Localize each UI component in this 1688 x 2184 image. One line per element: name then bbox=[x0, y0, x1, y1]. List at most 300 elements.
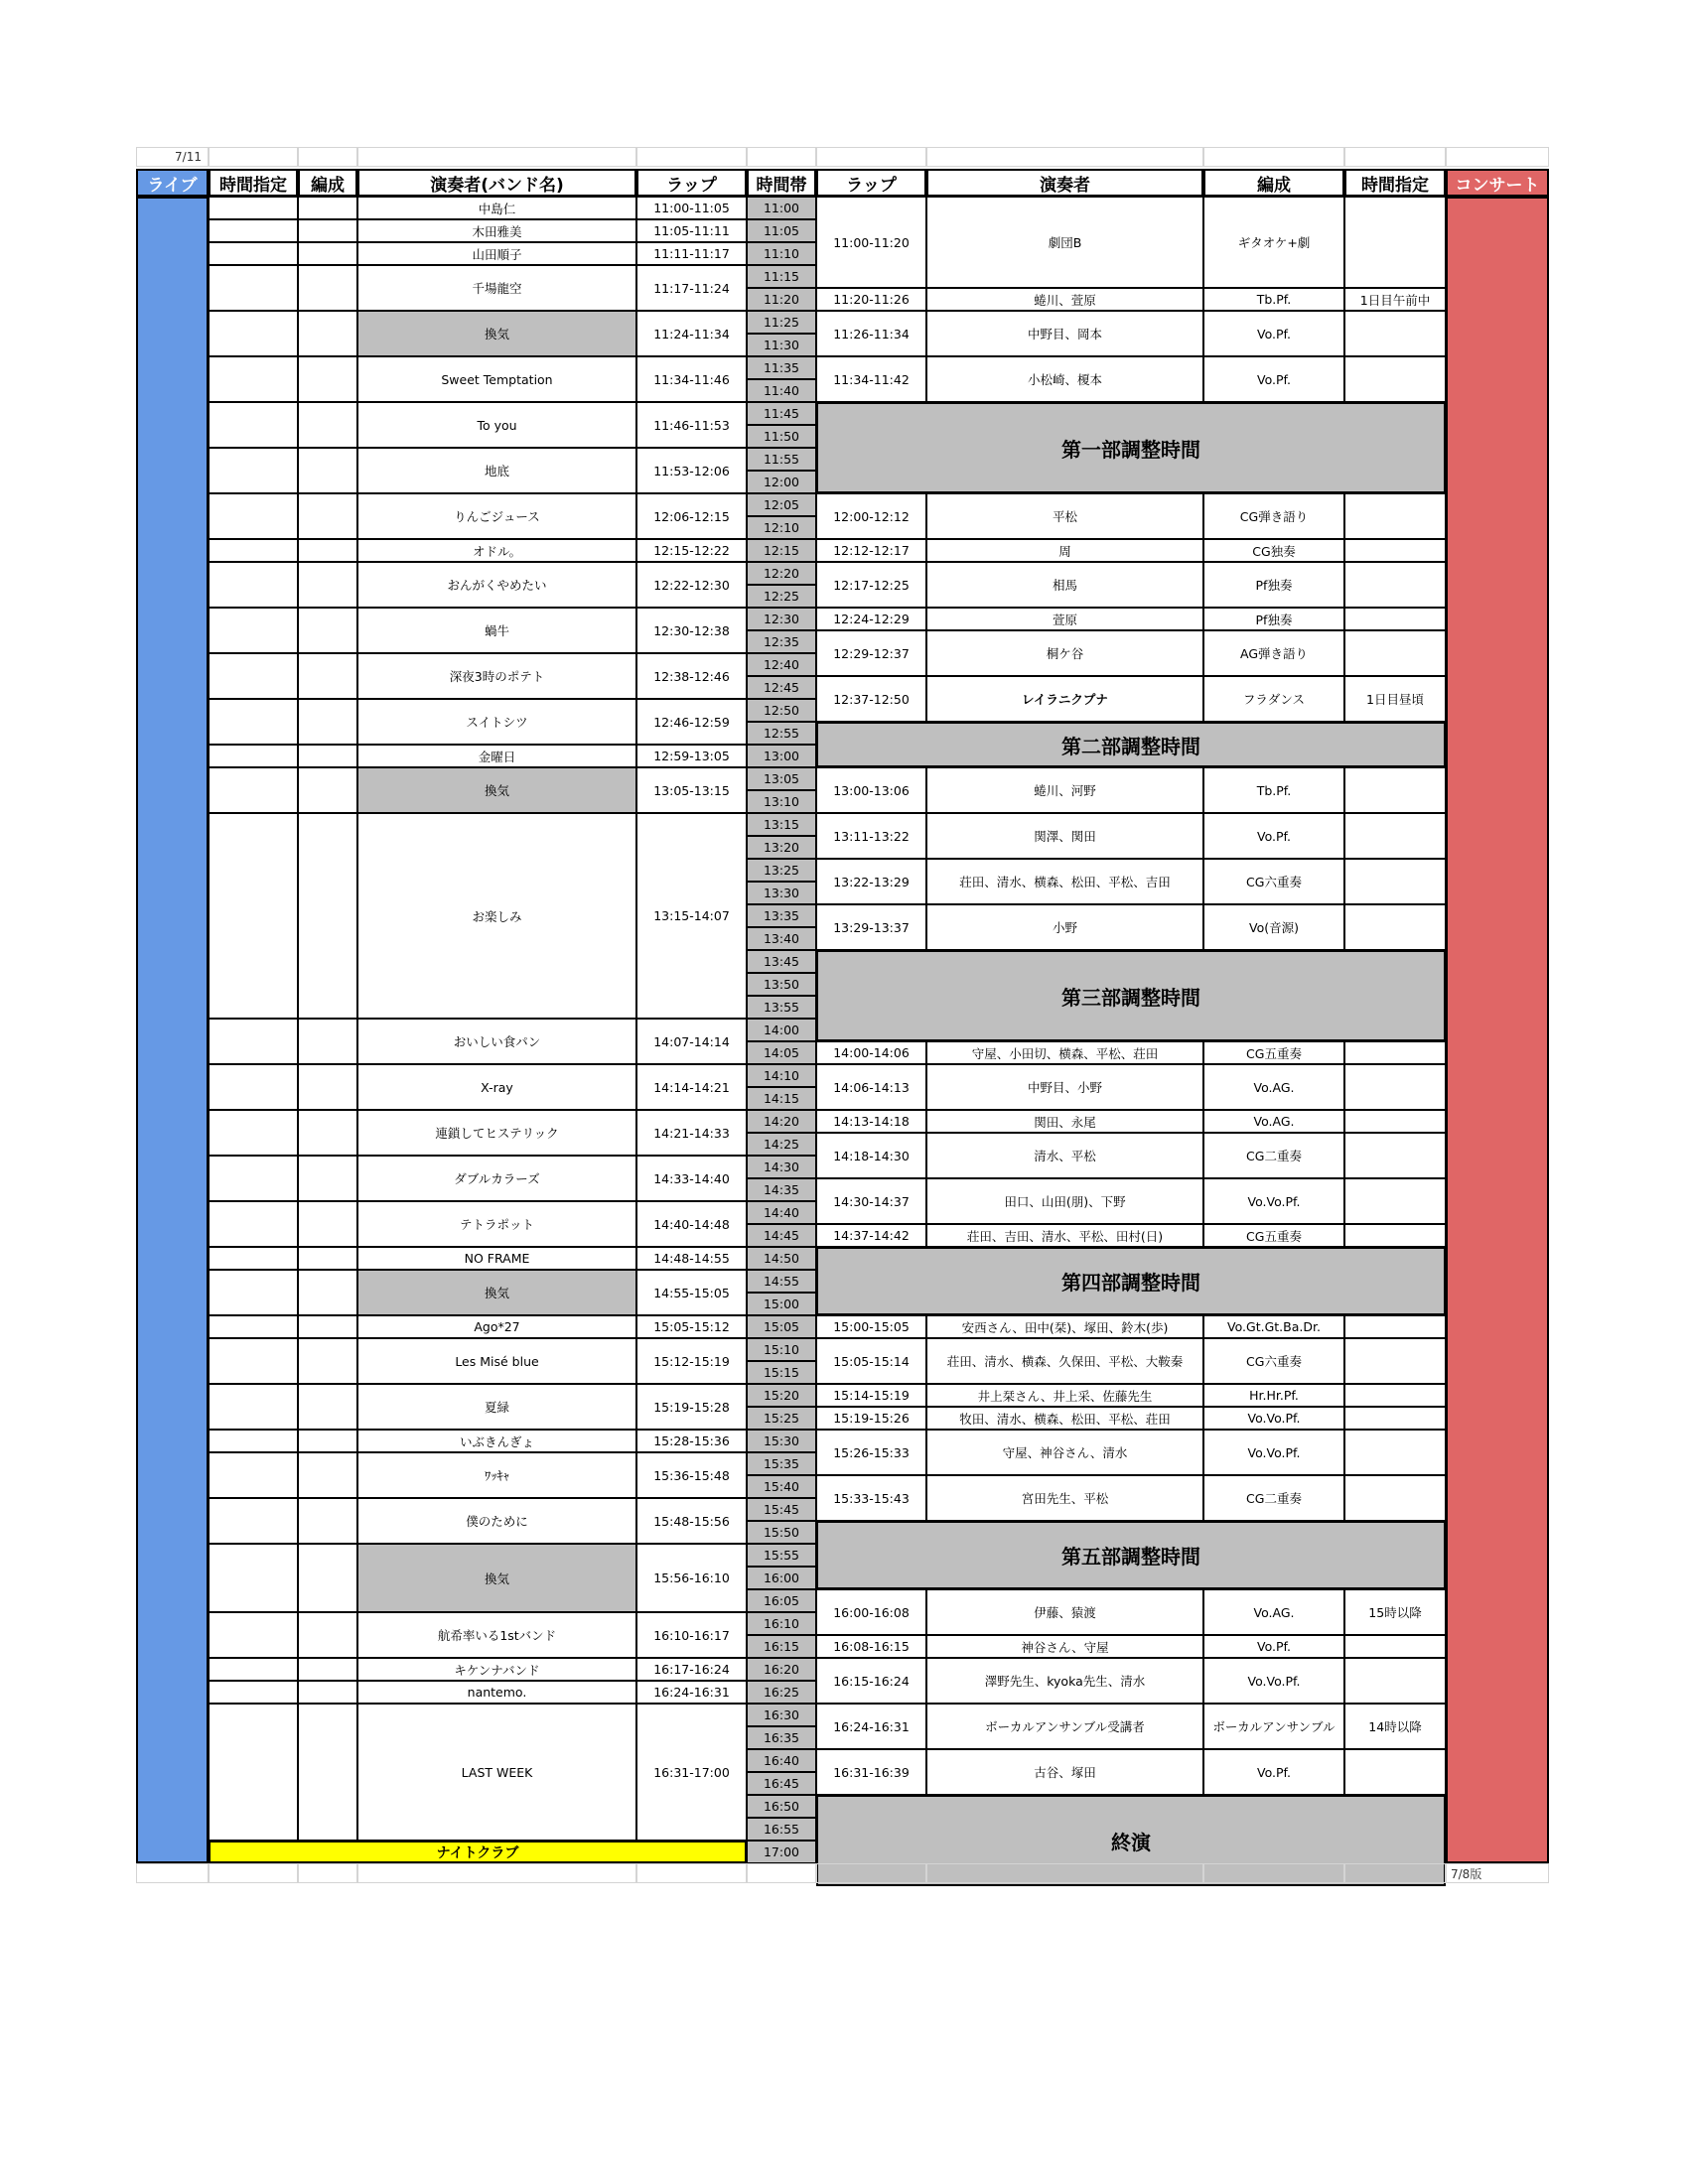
live-time-spec-cell bbox=[209, 1270, 298, 1315]
live-time-spec-cell bbox=[209, 653, 298, 699]
concert-formation-cell: CG五重奏 bbox=[1203, 1224, 1344, 1247]
live-performer-cell: 航希率いる1stバンド bbox=[357, 1612, 636, 1658]
live-time-spec-cell bbox=[209, 699, 298, 745]
time-slot: 12:20 bbox=[747, 562, 816, 585]
live-time-spec-cell bbox=[209, 1156, 298, 1201]
concert-time-spec-cell bbox=[1344, 311, 1446, 356]
concert-lap-cell: 14:30-14:37 bbox=[816, 1178, 926, 1224]
live-lap-cell: 11:34-11:46 bbox=[636, 356, 747, 402]
concert-formation-cell: Vo.Pf. bbox=[1203, 1749, 1344, 1795]
concert-lap-cell: 12:29-12:37 bbox=[816, 630, 926, 676]
live-lap-cell: 14:14-14:21 bbox=[636, 1064, 747, 1110]
concert-performer-cell: 中野目、小野 bbox=[926, 1064, 1203, 1110]
live-time-spec-cell bbox=[209, 265, 298, 311]
time-slot: 15:30 bbox=[747, 1430, 816, 1452]
concert-lap-cell: 15:14-15:19 bbox=[816, 1384, 926, 1407]
adjustment-time-band: 終演 bbox=[816, 1795, 1446, 1886]
time-slot: 13:25 bbox=[747, 859, 816, 882]
live-lap-cell: 15:48-15:56 bbox=[636, 1498, 747, 1544]
concert-performer-cell: レイラニクプナ bbox=[926, 676, 1203, 722]
bottom-spacer-cell bbox=[636, 1863, 747, 1883]
concert-formation-cell: CG六重奏 bbox=[1203, 1338, 1344, 1384]
concert-lap-cell: 13:11-13:22 bbox=[816, 813, 926, 859]
concert-formation-cell: フラダンス bbox=[1203, 676, 1344, 722]
live-lap-cell: 15:56-16:10 bbox=[636, 1544, 747, 1612]
concert-time-spec-cell bbox=[1344, 356, 1446, 402]
concert-time-spec-cell bbox=[1344, 1133, 1446, 1178]
concert-performer-cell: 田口、山田(朋)、下野 bbox=[926, 1178, 1203, 1224]
live-formation-cell bbox=[298, 1315, 357, 1338]
concert-performer-cell: 関田、永尾 bbox=[926, 1110, 1203, 1133]
time-slot: 15:45 bbox=[747, 1498, 816, 1521]
time-slot: 15:25 bbox=[747, 1407, 816, 1430]
time-slot: 16:35 bbox=[747, 1726, 816, 1749]
time-slot: 12:00 bbox=[747, 471, 816, 493]
top-spacer-cell bbox=[816, 147, 926, 167]
concert-performer-cell: 安西さん、田中(栞)、塚田、鈴木(歩) bbox=[926, 1315, 1203, 1338]
live-time-spec-cell bbox=[209, 1498, 298, 1544]
live-formation-cell bbox=[298, 1452, 357, 1498]
top-spacer-cell bbox=[357, 147, 636, 167]
live-formation-cell bbox=[298, 219, 357, 242]
concert-performer-cell: 荘田、清水、横森、松田、平松、吉田 bbox=[926, 859, 1203, 904]
live-formation-cell bbox=[298, 813, 357, 1019]
bottom-spacer-cell bbox=[136, 1863, 209, 1883]
live-lap-cell: 12:46-12:59 bbox=[636, 699, 747, 745]
live-time-spec-cell bbox=[209, 402, 298, 448]
time-slot: 11:35 bbox=[747, 356, 816, 379]
top-spacer-cell bbox=[1344, 147, 1446, 167]
time-slot: 13:35 bbox=[747, 904, 816, 927]
concert-lap-cell: 15:19-15:26 bbox=[816, 1407, 926, 1430]
live-time-spec-cell bbox=[209, 311, 298, 356]
time-slot: 14:05 bbox=[747, 1041, 816, 1064]
concert-lap-cell: 12:37-12:50 bbox=[816, 676, 926, 722]
time-slot: 12:30 bbox=[747, 608, 816, 630]
concert-lap-cell: 14:37-14:42 bbox=[816, 1224, 926, 1247]
live-performer-cell: 山田順子 bbox=[357, 242, 636, 265]
concert-time-spec-cell: 1日目午前中 bbox=[1344, 288, 1446, 311]
adjustment-time-band: 第四部調整時間 bbox=[816, 1247, 1446, 1315]
concert-performer-cell: 相馬 bbox=[926, 562, 1203, 608]
concert-lap-cell: 12:00-12:12 bbox=[816, 493, 926, 539]
live-time-spec-cell bbox=[209, 1544, 298, 1612]
time-slot: 12:45 bbox=[747, 676, 816, 699]
concert-formation-cell: Vo.Gt.Gt.Ba.Dr. bbox=[1203, 1315, 1344, 1338]
live-lap-cell: 11:17-11:24 bbox=[636, 265, 747, 311]
concert-color-bar bbox=[1446, 197, 1549, 1863]
live-formation-cell bbox=[298, 448, 357, 493]
concert-performer-cell: 蜷川、萱原 bbox=[926, 288, 1203, 311]
concert-lap-cell: 15:05-15:14 bbox=[816, 1338, 926, 1384]
time-slot: 11:15 bbox=[747, 265, 816, 288]
concert-performer-cell: 伊藤、猿渡 bbox=[926, 1589, 1203, 1635]
live-formation-cell bbox=[298, 1430, 357, 1452]
live-performer-cell: 連鎖してヒステリック bbox=[357, 1110, 636, 1156]
live-performer-cell: ダブルカラーズ bbox=[357, 1156, 636, 1201]
live-time-spec-cell bbox=[209, 745, 298, 767]
concert-time-spec-cell bbox=[1344, 1407, 1446, 1430]
concert-performer-cell: 古谷、塚田 bbox=[926, 1749, 1203, 1795]
live-performer-cell: おいしい食パン bbox=[357, 1019, 636, 1064]
live-formation-cell bbox=[298, 1064, 357, 1110]
concert-formation-cell: CG独奏 bbox=[1203, 539, 1344, 562]
header-lap-2: ラップ bbox=[816, 169, 926, 197]
live-time-spec-cell bbox=[209, 356, 298, 402]
live-formation-cell bbox=[298, 311, 357, 356]
concert-time-spec-cell bbox=[1344, 1315, 1446, 1338]
live-time-spec-cell bbox=[209, 1658, 298, 1681]
concert-performer-cell: 蜷川、河野 bbox=[926, 767, 1203, 813]
live-time-spec-cell bbox=[209, 562, 298, 608]
concert-time-spec-cell bbox=[1344, 1224, 1446, 1247]
time-slot: 11:45 bbox=[747, 402, 816, 425]
concert-formation-cell: Vo.Pf. bbox=[1203, 1635, 1344, 1658]
live-performer-cell: いぶきんぎょ bbox=[357, 1430, 636, 1452]
concert-performer-cell: 小野 bbox=[926, 904, 1203, 950]
time-slot: 13:00 bbox=[747, 745, 816, 767]
concert-formation-cell: CG六重奏 bbox=[1203, 859, 1344, 904]
top-spacer-cell bbox=[636, 147, 747, 167]
concert-lap-cell: 15:00-15:05 bbox=[816, 1315, 926, 1338]
live-lap-cell: 12:22-12:30 bbox=[636, 562, 747, 608]
concert-formation-cell: ボーカルアンサンブル bbox=[1203, 1704, 1344, 1749]
live-lap-cell: 16:31-17:00 bbox=[636, 1704, 747, 1841]
live-formation-cell bbox=[298, 1681, 357, 1704]
time-slot: 16:25 bbox=[747, 1681, 816, 1704]
time-slot: 14:50 bbox=[747, 1247, 816, 1270]
header-lap: ラップ bbox=[636, 169, 747, 197]
time-slot: 11:55 bbox=[747, 448, 816, 471]
live-time-spec-cell bbox=[209, 813, 298, 1019]
time-slot: 12:15 bbox=[747, 539, 816, 562]
live-formation-cell bbox=[298, 493, 357, 539]
concert-formation-cell: Vo.Vo.Pf. bbox=[1203, 1430, 1344, 1475]
concert-formation-cell: CG二重奏 bbox=[1203, 1133, 1344, 1178]
concert-lap-cell: 11:20-11:26 bbox=[816, 288, 926, 311]
time-slot: 15:40 bbox=[747, 1475, 816, 1498]
concert-performer-cell: 清水、平松 bbox=[926, 1133, 1203, 1178]
concert-time-spec-cell bbox=[1344, 1384, 1446, 1407]
concert-lap-cell: 14:18-14:30 bbox=[816, 1133, 926, 1178]
bottom-spacer-cell bbox=[816, 1863, 926, 1883]
live-time-spec-cell bbox=[209, 1384, 298, 1430]
time-slot: 16:45 bbox=[747, 1772, 816, 1795]
live-formation-cell bbox=[298, 653, 357, 699]
time-slot: 13:30 bbox=[747, 882, 816, 904]
time-slot: 15:35 bbox=[747, 1452, 816, 1475]
concert-formation-cell: Pf独奏 bbox=[1203, 562, 1344, 608]
live-formation-cell bbox=[298, 356, 357, 402]
time-slot: 14:00 bbox=[747, 1019, 816, 1041]
time-slot: 16:40 bbox=[747, 1749, 816, 1772]
live-formation-cell bbox=[298, 1384, 357, 1430]
live-lap-cell: 13:05-13:15 bbox=[636, 767, 747, 813]
concert-performer-cell: 神谷さん、守屋 bbox=[926, 1635, 1203, 1658]
live-performer-cell: X-ray bbox=[357, 1064, 636, 1110]
live-time-spec-cell bbox=[209, 1681, 298, 1704]
concert-formation-cell: Vo.AG. bbox=[1203, 1064, 1344, 1110]
header-live: ライブ bbox=[136, 169, 209, 197]
top-spacer-cell bbox=[298, 147, 357, 167]
time-slot: 12:25 bbox=[747, 585, 816, 608]
live-time-spec-cell bbox=[209, 1064, 298, 1110]
time-slot: 17:00 bbox=[747, 1841, 816, 1863]
header-performer-band: 演奏者(バンド名) bbox=[357, 169, 636, 197]
live-lap-cell: 11:05-11:11 bbox=[636, 219, 747, 242]
live-lap-cell: 15:28-15:36 bbox=[636, 1430, 747, 1452]
concert-time-spec-cell bbox=[1344, 1338, 1446, 1384]
concert-time-spec-cell bbox=[1344, 562, 1446, 608]
time-slot: 11:30 bbox=[747, 334, 816, 356]
live-lap-cell: 11:53-12:06 bbox=[636, 448, 747, 493]
live-formation-cell bbox=[298, 1247, 357, 1270]
concert-formation-cell: Vo.Vo.Pf. bbox=[1203, 1178, 1344, 1224]
concert-formation-cell: Vo.Pf. bbox=[1203, 813, 1344, 859]
concert-performer-cell: 宮田先生、平松 bbox=[926, 1475, 1203, 1521]
live-formation-cell bbox=[298, 562, 357, 608]
top-spacer-cell bbox=[209, 147, 298, 167]
live-formation-cell bbox=[298, 1201, 357, 1247]
time-slot: 16:10 bbox=[747, 1612, 816, 1635]
bottom-spacer-cell bbox=[1203, 1863, 1344, 1883]
live-time-spec-cell bbox=[209, 1452, 298, 1498]
bottom-spacer-cell bbox=[298, 1863, 357, 1883]
live-lap-cell: 12:15-12:22 bbox=[636, 539, 747, 562]
live-time-spec-cell bbox=[209, 767, 298, 813]
live-lap-cell: 16:10-16:17 bbox=[636, 1612, 747, 1658]
concert-formation-cell: Vo.Vo.Pf. bbox=[1203, 1407, 1344, 1430]
live-lap-cell: 12:59-13:05 bbox=[636, 745, 747, 767]
top-spacer-cell bbox=[747, 147, 816, 167]
live-lap-cell: 16:17-16:24 bbox=[636, 1658, 747, 1681]
concert-time-spec-cell: 1日目昼頃 bbox=[1344, 676, 1446, 722]
concert-performer-cell: 平松 bbox=[926, 493, 1203, 539]
live-performer-cell: テトラポット bbox=[357, 1201, 636, 1247]
time-slot: 16:55 bbox=[747, 1818, 816, 1841]
time-slot: 14:25 bbox=[747, 1133, 816, 1156]
time-slot: 16:30 bbox=[747, 1704, 816, 1726]
concert-time-spec-cell bbox=[1344, 1658, 1446, 1704]
concert-time-spec-cell: 14時以降 bbox=[1344, 1704, 1446, 1749]
live-performer-cell: おんがくやめたい bbox=[357, 562, 636, 608]
time-slot: 13:20 bbox=[747, 836, 816, 859]
live-lap-cell: 14:07-14:14 bbox=[636, 1019, 747, 1064]
concert-time-spec-cell bbox=[1344, 539, 1446, 562]
bottom-spacer-cell bbox=[926, 1863, 1203, 1883]
adjustment-time-band: 第一部調整時間 bbox=[816, 402, 1446, 493]
live-formation-cell bbox=[298, 767, 357, 813]
concert-performer-cell: 守屋、神谷さん、清水 bbox=[926, 1430, 1203, 1475]
concert-performer-cell: 桐ケ谷 bbox=[926, 630, 1203, 676]
time-slot: 12:50 bbox=[747, 699, 816, 722]
live-time-spec-cell bbox=[209, 242, 298, 265]
concert-formation-cell: Vo(音源) bbox=[1203, 904, 1344, 950]
concert-formation-cell: CG弾き語り bbox=[1203, 493, 1344, 539]
concert-formation-cell: Vo.Pf. bbox=[1203, 311, 1344, 356]
concert-lap-cell: 16:00-16:08 bbox=[816, 1589, 926, 1635]
concert-time-spec-cell bbox=[1344, 1041, 1446, 1064]
live-lap-cell: 14:21-14:33 bbox=[636, 1110, 747, 1156]
concert-performer-cell: 井上栞さん、井上采、佐藤先生 bbox=[926, 1384, 1203, 1407]
bottom-spacer-cell bbox=[357, 1863, 636, 1883]
time-slot: 15:05 bbox=[747, 1315, 816, 1338]
live-performer-cell: 蝸牛 bbox=[357, 608, 636, 653]
time-slot: 14:35 bbox=[747, 1178, 816, 1201]
concert-lap-cell: 16:31-16:39 bbox=[816, 1749, 926, 1795]
ventilation-cell: 換気 bbox=[357, 1270, 636, 1315]
live-formation-cell bbox=[298, 242, 357, 265]
live-time-spec-cell bbox=[209, 608, 298, 653]
concert-performer-cell: 周 bbox=[926, 539, 1203, 562]
top-spacer-cell bbox=[1446, 147, 1549, 167]
live-time-spec-cell bbox=[209, 1704, 298, 1841]
time-slot: 15:10 bbox=[747, 1338, 816, 1361]
live-formation-cell bbox=[298, 1612, 357, 1658]
concert-lap-cell: 13:29-13:37 bbox=[816, 904, 926, 950]
ventilation-cell: 換気 bbox=[357, 311, 636, 356]
concert-time-spec-cell bbox=[1344, 1110, 1446, 1133]
live-performer-cell: 深夜3時のポテト bbox=[357, 653, 636, 699]
live-time-spec-cell bbox=[209, 493, 298, 539]
time-slot: 13:50 bbox=[747, 973, 816, 996]
header-time-spec-2: 時間指定 bbox=[1344, 169, 1446, 197]
concert-time-spec-cell bbox=[1344, 1475, 1446, 1521]
live-formation-cell bbox=[298, 197, 357, 219]
live-performer-cell: りんごジュース bbox=[357, 493, 636, 539]
live-lap-cell: 15:05-15:12 bbox=[636, 1315, 747, 1338]
concert-time-spec-cell bbox=[1344, 1178, 1446, 1224]
concert-lap-cell: 12:12-12:17 bbox=[816, 539, 926, 562]
live-time-spec-cell bbox=[209, 1315, 298, 1338]
live-formation-cell bbox=[298, 699, 357, 745]
header-formation-2: 編成 bbox=[1203, 169, 1344, 197]
concert-time-spec-cell bbox=[1344, 630, 1446, 676]
live-lap-cell: 12:30-12:38 bbox=[636, 608, 747, 653]
concert-time-spec-cell bbox=[1344, 197, 1446, 288]
concert-lap-cell: 11:26-11:34 bbox=[816, 311, 926, 356]
time-slot: 14:30 bbox=[747, 1156, 816, 1178]
live-performer-cell: 地底 bbox=[357, 448, 636, 493]
concert-lap-cell: 12:24-12:29 bbox=[816, 608, 926, 630]
concert-formation-cell: Vo.AG. bbox=[1203, 1110, 1344, 1133]
live-lap-cell: 15:12-15:19 bbox=[636, 1338, 747, 1384]
time-slot: 15:15 bbox=[747, 1361, 816, 1384]
time-slot: 11:25 bbox=[747, 311, 816, 334]
live-formation-cell bbox=[298, 1544, 357, 1612]
concert-formation-cell: AG弾き語り bbox=[1203, 630, 1344, 676]
bottom-spacer-cell bbox=[1344, 1863, 1446, 1883]
time-slot: 12:55 bbox=[747, 722, 816, 745]
time-slot: 13:15 bbox=[747, 813, 816, 836]
night-club-bar: ナイトクラブ bbox=[209, 1841, 747, 1863]
time-slot: 11:20 bbox=[747, 288, 816, 311]
live-performer-cell: 金曜日 bbox=[357, 745, 636, 767]
concert-performer-cell: 劇団B bbox=[926, 197, 1203, 288]
concert-lap-cell: 15:33-15:43 bbox=[816, 1475, 926, 1521]
concert-lap-cell: 14:00-14:06 bbox=[816, 1041, 926, 1064]
adjustment-time-band: 第五部調整時間 bbox=[816, 1521, 1446, 1589]
top-spacer-cell bbox=[1203, 147, 1344, 167]
concert-time-spec-cell bbox=[1344, 1635, 1446, 1658]
concert-time-spec-cell bbox=[1344, 1430, 1446, 1475]
time-slot: 15:00 bbox=[747, 1293, 816, 1315]
live-formation-cell bbox=[298, 402, 357, 448]
live-formation-cell bbox=[298, 1498, 357, 1544]
concert-lap-cell: 14:13-14:18 bbox=[816, 1110, 926, 1133]
time-slot: 12:10 bbox=[747, 516, 816, 539]
concert-time-spec-cell bbox=[1344, 904, 1446, 950]
time-slot: 14:45 bbox=[747, 1224, 816, 1247]
time-slot: 11:05 bbox=[747, 219, 816, 242]
live-time-spec-cell bbox=[209, 1247, 298, 1270]
concert-performer-cell: 守屋、小田切、横森、平松、荘田 bbox=[926, 1041, 1203, 1064]
live-formation-cell bbox=[298, 1338, 357, 1384]
version-label: 7/8版 bbox=[1446, 1863, 1549, 1883]
header-time-slot: 時間帯 bbox=[747, 169, 816, 197]
time-slot: 11:50 bbox=[747, 425, 816, 448]
concert-lap-cell: 15:26-15:33 bbox=[816, 1430, 926, 1475]
concert-formation-cell: Vo.AG. bbox=[1203, 1589, 1344, 1635]
date-label: 7/11 bbox=[136, 147, 209, 167]
live-formation-cell bbox=[298, 1704, 357, 1841]
live-performer-cell: nantemo. bbox=[357, 1681, 636, 1704]
concert-time-spec-cell bbox=[1344, 767, 1446, 813]
time-slot: 13:05 bbox=[747, 767, 816, 790]
live-lap-cell: 11:24-11:34 bbox=[636, 311, 747, 356]
ventilation-cell: 換気 bbox=[357, 767, 636, 813]
bottom-spacer-cell bbox=[747, 1863, 816, 1883]
concert-time-spec-cell bbox=[1344, 813, 1446, 859]
live-performer-cell: NO FRAME bbox=[357, 1247, 636, 1270]
concert-performer-cell: 荘田、吉田、清水、平松、田村(日) bbox=[926, 1224, 1203, 1247]
live-performer-cell: LAST WEEK bbox=[357, 1704, 636, 1841]
live-performer-cell: 僕のために bbox=[357, 1498, 636, 1544]
live-lap-cell: 11:11-11:17 bbox=[636, 242, 747, 265]
live-color-bar bbox=[136, 197, 209, 1863]
live-performer-cell: オドル。 bbox=[357, 539, 636, 562]
concert-formation-cell: Tb.Pf. bbox=[1203, 767, 1344, 813]
live-time-spec-cell bbox=[209, 539, 298, 562]
concert-time-spec-cell bbox=[1344, 608, 1446, 630]
concert-time-spec-cell bbox=[1344, 1064, 1446, 1110]
concert-lap-cell: 12:17-12:25 bbox=[816, 562, 926, 608]
live-formation-cell bbox=[298, 539, 357, 562]
concert-formation-cell: Pf独奏 bbox=[1203, 608, 1344, 630]
time-slot: 13:55 bbox=[747, 996, 816, 1019]
live-performer-cell: キケンナバンド bbox=[357, 1658, 636, 1681]
live-performer-cell: Ago*27 bbox=[357, 1315, 636, 1338]
live-performer-cell: 木田雅美 bbox=[357, 219, 636, 242]
concert-formation-cell: Vo.Pf. bbox=[1203, 356, 1344, 402]
live-lap-cell: 13:15-14:07 bbox=[636, 813, 747, 1019]
time-slot: 11:10 bbox=[747, 242, 816, 265]
live-formation-cell bbox=[298, 1110, 357, 1156]
time-slot: 16:05 bbox=[747, 1589, 816, 1612]
concert-lap-cell: 14:06-14:13 bbox=[816, 1064, 926, 1110]
live-performer-cell: 中島仁 bbox=[357, 197, 636, 219]
time-slot: 16:15 bbox=[747, 1635, 816, 1658]
live-lap-cell: 16:24-16:31 bbox=[636, 1681, 747, 1704]
concert-formation-cell: CG五重奏 bbox=[1203, 1041, 1344, 1064]
live-formation-cell bbox=[298, 1156, 357, 1201]
time-slot: 16:50 bbox=[747, 1795, 816, 1818]
concert-performer-cell: ボーカルアンサンブル受講者 bbox=[926, 1704, 1203, 1749]
live-performer-cell: お楽しみ bbox=[357, 813, 636, 1019]
concert-formation-cell: Hr.Hr.Pf. bbox=[1203, 1384, 1344, 1407]
live-lap-cell: 11:00-11:05 bbox=[636, 197, 747, 219]
live-formation-cell bbox=[298, 1270, 357, 1315]
